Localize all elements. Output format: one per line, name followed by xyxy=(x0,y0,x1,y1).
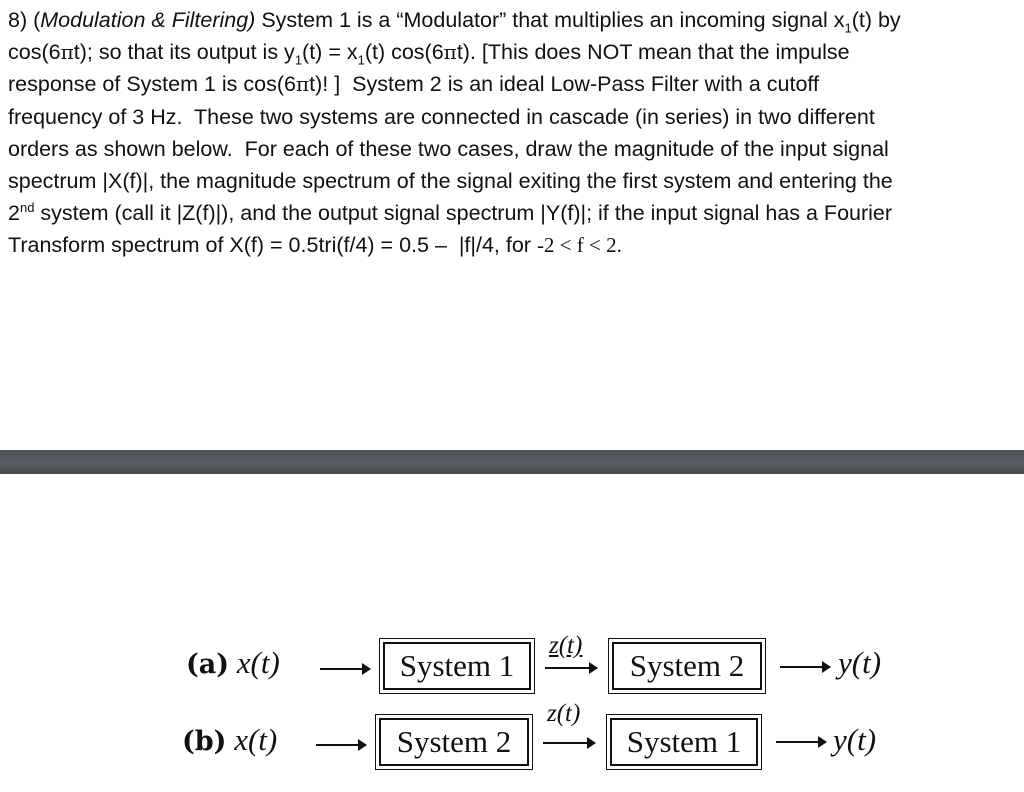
row-b-input xyxy=(182,722,277,758)
row-b-system-box-2: System 1 xyxy=(610,718,758,766)
line-text: orders as shown below. For each of these two cases, draw the magnitude of the input signal xyxy=(8,136,889,161)
frequency-range: -2 < f < 2. xyxy=(536,233,622,258)
subscript: 1 xyxy=(294,52,303,68)
pi-symbol: π xyxy=(295,72,310,97)
row-a-arrow-out xyxy=(780,666,830,668)
row-b-arrow-out xyxy=(776,741,826,743)
problem-number: 8) ( xyxy=(8,8,41,32)
line-text: response of System 1 is cos(6 xyxy=(8,72,296,97)
row-b-arrow-in xyxy=(316,744,366,746)
line-text: Transform spectrum of X(f) = 0.5tri(f/4) = 0.5 – |f|/4, for xyxy=(8,233,537,258)
subscript: 1 xyxy=(357,52,365,68)
row-b-tag: (b) xyxy=(182,726,227,757)
row-a-output: y(t) xyxy=(838,645,882,680)
line-text: 2 xyxy=(8,201,20,226)
row-a-z-label: z(t) xyxy=(549,632,583,659)
subscript: 1 xyxy=(844,20,852,36)
line-text: frequency of 3 Hz. These two systems are connected in cascade (in series) in two different xyxy=(8,104,875,129)
line-text: t)! ] System 2 is an ideal Low-Pass Filter with a cutoff xyxy=(309,72,819,97)
row-b-input-signal: x(t) xyxy=(234,722,278,757)
line-text: t); so that its output is y xyxy=(73,40,295,65)
row-a-input-signal: x(t) xyxy=(236,645,280,680)
pi-symbol: π xyxy=(443,40,457,65)
row-a-system-box-2: System 2 xyxy=(612,642,762,690)
row-b-z-label: z(t) xyxy=(547,700,581,727)
problem-title: Modulation & Filtering) xyxy=(40,8,256,32)
line-text: (t) = x xyxy=(302,40,358,65)
superscript: nd xyxy=(19,199,35,215)
line-text: t). [This does NOT mean that the impulse xyxy=(456,40,850,65)
row-a-input xyxy=(186,645,280,681)
line-text: spectrum |X(f)|, the magnitude spectrum of the signal exiting the first system and entering the xyxy=(8,168,893,193)
line-text: cos(6 xyxy=(8,40,61,65)
row-b-output: y(t) xyxy=(833,722,877,757)
line-text: (t) by xyxy=(851,8,901,32)
row-a-tag: (a) xyxy=(186,649,230,680)
row-a-system-box-1: System 1 xyxy=(383,642,531,690)
line-text: system (call it |Z(f)|), and the output signal spectrum |Y(f)|; if the input signal has a Fourier xyxy=(34,201,893,226)
row-b-arrow-mid xyxy=(543,742,595,744)
line-text: System 1 is a “Modulator” that multiplies an incoming signal x xyxy=(255,8,845,32)
row-b-system-box-1: System 2 xyxy=(379,718,529,766)
line-text: (t) cos(6 xyxy=(364,40,444,65)
row-a-arrow-mid xyxy=(545,667,597,669)
pi-symbol: π xyxy=(60,40,74,65)
row-a-arrow-in xyxy=(320,668,370,670)
